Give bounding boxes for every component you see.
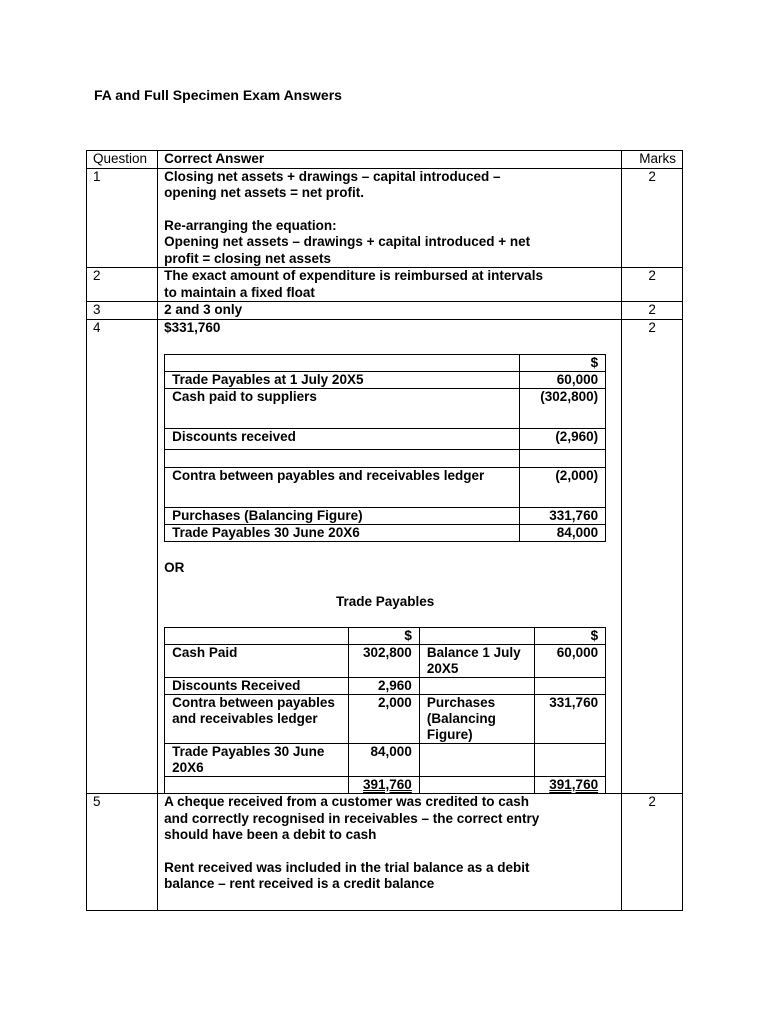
answer-line: balance – rent received is a credit balance: [164, 876, 435, 891]
table-row: [165, 355, 606, 372]
answer-line: The exact amount of expenditure is reimbursed at intervals: [164, 268, 543, 283]
row-value: 331,760: [519, 508, 606, 525]
header-marks: Marks: [622, 151, 683, 169]
credit-label: Purchases (Balancing Figure): [419, 695, 535, 744]
row-label: Purchases (Balancing Figure): [165, 508, 519, 525]
answer-line: Re-arranging the equation:: [164, 217, 337, 233]
or-label: OR: [164, 560, 185, 575]
question-number: 4: [87, 319, 158, 794]
table-row-q4: [87, 319, 683, 794]
credit-label: Balance 1 July 20X5: [419, 645, 535, 678]
reconciliation-table: [164, 354, 606, 542]
row-value: 84,000: [519, 525, 606, 542]
answer-cell: [158, 268, 622, 302]
answer-line: Closing net assets + drawings – capital introduced –: [164, 168, 501, 184]
row-value: 60,000: [519, 372, 606, 389]
currency-header: $: [519, 355, 606, 372]
table-row: [165, 678, 606, 695]
table-row: [165, 372, 606, 389]
header-question: Question: [87, 151, 158, 169]
totals-row: [165, 777, 606, 794]
marks-value: 2: [622, 319, 683, 794]
row-value: [519, 450, 606, 468]
question-number: 2: [87, 268, 158, 302]
credit-total: 391,760: [549, 777, 599, 792]
question-number: 3: [87, 302, 158, 320]
answer-line: should have been a debit to cash: [164, 827, 377, 842]
marks-value: 2: [622, 302, 683, 320]
table-row: [165, 645, 606, 678]
table-row: [165, 468, 606, 508]
credit-value: 60,000: [535, 645, 606, 678]
debit-value: 302,800: [349, 645, 420, 678]
answer-line: opening net assets = net profit.: [164, 185, 364, 200]
debit-total: 391,760: [363, 777, 412, 792]
table-row: [165, 508, 606, 525]
table-row-q5: [87, 794, 683, 911]
answer-cell: 2 and 3 only: [158, 302, 622, 320]
table-row: [165, 450, 606, 468]
debit-label: Contra between payables and receivables ledger: [165, 695, 349, 744]
row-label: Trade Payables at 1 July 20X5: [165, 372, 519, 389]
debit-value: 2,960: [349, 678, 420, 695]
row-value: (2,960): [519, 429, 606, 450]
marks-value: 2: [622, 168, 683, 268]
row-value: (302,800): [519, 389, 606, 429]
table-row-q1: [87, 168, 683, 268]
marks-value: 2: [622, 268, 683, 302]
answer-line: $331,760: [164, 319, 221, 335]
table-row-q3: [87, 302, 683, 320]
table-row: [165, 389, 606, 429]
trade-payables-ledger: [164, 627, 606, 793]
row-label: Cash paid to suppliers: [165, 389, 519, 429]
answer-cell: [158, 319, 622, 794]
row-label: Contra between payables and receivables ledger: [165, 468, 519, 508]
question-number: 1: [87, 168, 158, 268]
table-row: [165, 695, 606, 744]
answer-cell: [158, 168, 622, 268]
answer-line: and correctly recognised in receivables – the correct entry: [164, 810, 540, 826]
marks-value: 2: [622, 794, 683, 911]
header-correct-answer: Correct Answer: [158, 151, 622, 169]
debit-label: Trade Payables 30 June 20X6: [165, 744, 349, 777]
answer-line: to maintain a fixed float: [164, 284, 315, 300]
table-header-row: [87, 151, 683, 169]
answer-line: Rent received was included in the trial balance as a debit: [164, 859, 530, 875]
row-label: Discounts received: [165, 429, 519, 450]
table-row: [165, 429, 606, 450]
table-row-q2: [87, 268, 683, 302]
table-row: [165, 525, 606, 542]
document-title: FA and Full Specimen Exam Answers: [94, 87, 342, 103]
table-row: [165, 744, 606, 777]
answer-line: Opening net assets – drawings + capital introduced + net: [164, 234, 531, 249]
row-label: Trade Payables 30 June 20X6: [165, 525, 519, 542]
currency-header: $: [535, 628, 606, 645]
answers-table: [86, 150, 683, 911]
question-number: 5: [87, 794, 158, 911]
answer-cell: [158, 794, 622, 911]
answer-line: profit = closing net assets: [164, 250, 332, 266]
row-value: (2,000): [519, 468, 606, 508]
currency-header: $: [349, 628, 420, 645]
answer-line: A cheque received from a customer was credited to cash: [164, 794, 529, 809]
table-row: [165, 628, 606, 645]
debit-label: Discounts Received: [165, 678, 349, 695]
debit-value: 2,000: [349, 695, 420, 744]
ledger-title: Trade Payables: [335, 593, 435, 609]
debit-value: 84,000: [349, 744, 420, 777]
debit-label: Cash Paid: [165, 645, 349, 678]
credit-value: 331,760: [535, 695, 606, 744]
row-label: [165, 450, 519, 468]
